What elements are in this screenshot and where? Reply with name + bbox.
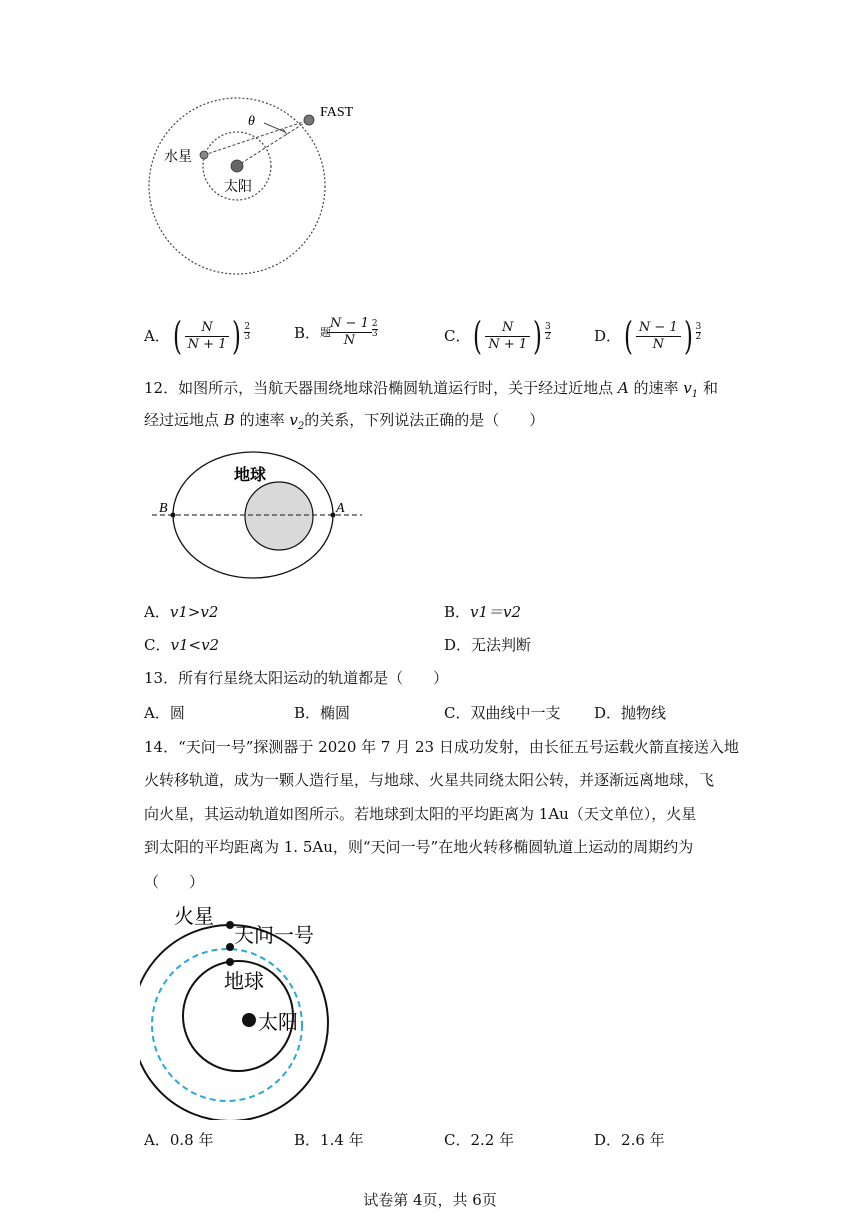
stem-text: 经过远地点 (144, 411, 220, 429)
stem-text: 和 (702, 379, 718, 397)
q14-option-c (444, 1130, 514, 1150)
numerator: N (485, 320, 530, 337)
fast-label: FAST (320, 105, 354, 120)
earth-label: 地球 (234, 465, 267, 484)
exponent-numerator: 3 (544, 321, 551, 332)
exponent-denominator: 3 (371, 329, 378, 339)
q13-option-b (294, 703, 350, 723)
option-text: v1＝v2 (470, 603, 522, 621)
earth-label: 地球 (224, 969, 264, 993)
fast-dot (304, 115, 314, 125)
exponent-numerator: 2 (371, 319, 378, 329)
denominator: N + 1 (488, 336, 528, 352)
option-letter: A． (144, 704, 170, 722)
q14-stem-line-2: 火转移轨道，成为一颗人造行星，与地球、火星共同绕太阳公转，并逐渐远离地球，飞 (144, 771, 715, 789)
page-footer: 试卷第 4页，共 6页 (363, 1191, 497, 1209)
q14-stem-line-5: （ ） (144, 873, 205, 891)
stem-text: 的关系，下列说法正确的是（ ） (304, 411, 545, 429)
earth-circle (245, 482, 313, 550)
q11-option-b (294, 316, 378, 349)
v2-subscript: 2 (297, 421, 305, 432)
option-letter: B． (444, 603, 471, 621)
option-letter: D． (594, 1131, 622, 1149)
q12-stem-line-1 (144, 378, 718, 405)
garbled-glyph: 题 (320, 325, 332, 339)
v1-symbol: v (683, 379, 692, 397)
option-letter: C． (444, 327, 471, 345)
b-label: B (159, 501, 168, 516)
q13-option-c (444, 703, 561, 723)
option-letter: A． (144, 327, 170, 345)
option-letter: A． (144, 1131, 170, 1149)
numerator: N − 1 (327, 316, 372, 333)
q14-option-b (294, 1130, 364, 1150)
stem-text: 12．如图所示，当航天器围绕地球沿椭圆轨道运行时，关于经过近地点 (144, 379, 614, 397)
q12-stem-line-2 (144, 410, 544, 437)
v1-subscript: 1 (691, 389, 699, 400)
denominator: N (652, 336, 664, 352)
option-letter: D． (444, 636, 472, 654)
q13-option-a (144, 703, 185, 723)
option-letter: C． (444, 704, 471, 722)
earth-dot (226, 958, 234, 966)
option-letter: A． (144, 603, 170, 621)
option-text: 无法判断 (471, 636, 532, 654)
q14-stem-line-4: 到太阳的平均距离为 1. 5Au，则“天问一号”在地火转移椭圆轨道上运动的周期约为 (144, 838, 694, 856)
denominator: N (343, 333, 356, 348)
point-a: A (617, 379, 629, 397)
theta-label: θ (248, 114, 255, 129)
mars-label: 火星 (174, 904, 214, 928)
mars-orbit (140, 925, 328, 1120)
option-text: 双曲线中一支 (470, 704, 561, 722)
point-b: B (223, 411, 235, 429)
q13-stem: 13．所有行星绕太阳运动的轨道都是（ ） (144, 669, 449, 687)
theta-pointer (264, 123, 285, 132)
stem-text: 的速率 (239, 411, 285, 429)
q12-option-b (444, 602, 521, 622)
figure-elliptical-orbit (148, 448, 368, 584)
figure-mars-transfer (140, 898, 350, 1120)
option-letter: D． (594, 704, 622, 722)
q12-option-a (144, 602, 218, 622)
option-text: 2.6 年 (621, 1131, 665, 1149)
exponent-numerator: 2 (244, 321, 251, 332)
option-letter: B． (294, 704, 321, 722)
numerator: N (185, 320, 230, 337)
option-letter: B． (294, 323, 321, 342)
point-a-dot (331, 513, 336, 518)
option-text: v1>v2 (169, 603, 219, 621)
mars-dot (226, 921, 234, 929)
exponent-denominator: 2 (695, 331, 702, 342)
probe-label: 天问一号 (234, 923, 314, 947)
mercury-label: 水星 (164, 149, 192, 165)
option-text: v1<v2 (170, 636, 220, 654)
exponent-denominator: 3 (244, 331, 251, 342)
option-text: 椭圆 (320, 704, 351, 722)
sun-label: 太阳 (224, 179, 252, 195)
denominator: N + 1 (187, 336, 227, 352)
figure-fast-mercury (140, 90, 380, 300)
option-letter: C． (444, 1131, 471, 1149)
q14-option-a (144, 1130, 213, 1150)
sight-line-mercury (204, 120, 309, 155)
option-text: 1.4 年 (320, 1131, 364, 1149)
q11-option-a: A． ( $\frac{N}{N + 1}$ ) $\frac{2}{3}$ (144, 314, 251, 358)
q13-option-d (594, 703, 666, 723)
option-letter: D． (594, 327, 622, 345)
sun-dot (231, 160, 243, 172)
q14-option-d (594, 1130, 665, 1150)
point-b-dot (171, 513, 176, 518)
a-label: A (336, 501, 345, 516)
option-text: 抛物线 (621, 704, 667, 722)
q12-option-c (144, 635, 219, 655)
q11-option-c: C． ( $\frac{N}{N + 1}$ ) $\frac{3}{2}$ (444, 314, 551, 358)
mercury-dot (200, 151, 208, 159)
q14-stem-line-1: 14．“天问一号”探测器于 2020 年 7 月 23 日成功发射，由长征五号运载火箭直接送入地 (144, 738, 739, 756)
q11-option-d: D． ( $\frac{N - 1}{N}$ ) $\frac{3}{2}$ (594, 314, 702, 358)
sun-label: 太阳 (258, 1010, 298, 1034)
option-text: 圆 (169, 704, 185, 722)
option-letter: C． (144, 636, 171, 654)
numerator: N − 1 (636, 320, 681, 337)
sun-dot (242, 1013, 256, 1027)
exponent-denominator: 2 (544, 331, 551, 342)
option-letter: B． (294, 1131, 321, 1149)
stem-text: 的速率 (633, 379, 679, 397)
v2-symbol: v (289, 411, 298, 429)
probe-dot (226, 943, 234, 951)
option-text: 0.8 年 (169, 1131, 214, 1149)
option-text: 2.2 年 (470, 1131, 515, 1149)
exponent-numerator: 3 (695, 321, 702, 332)
q12-option-d (444, 635, 531, 655)
q14-stem-line-3: 向火星，其运动轨道如图所示。若地球到太阳的平均距离为 1Au（天文单位），火星 (144, 805, 697, 823)
